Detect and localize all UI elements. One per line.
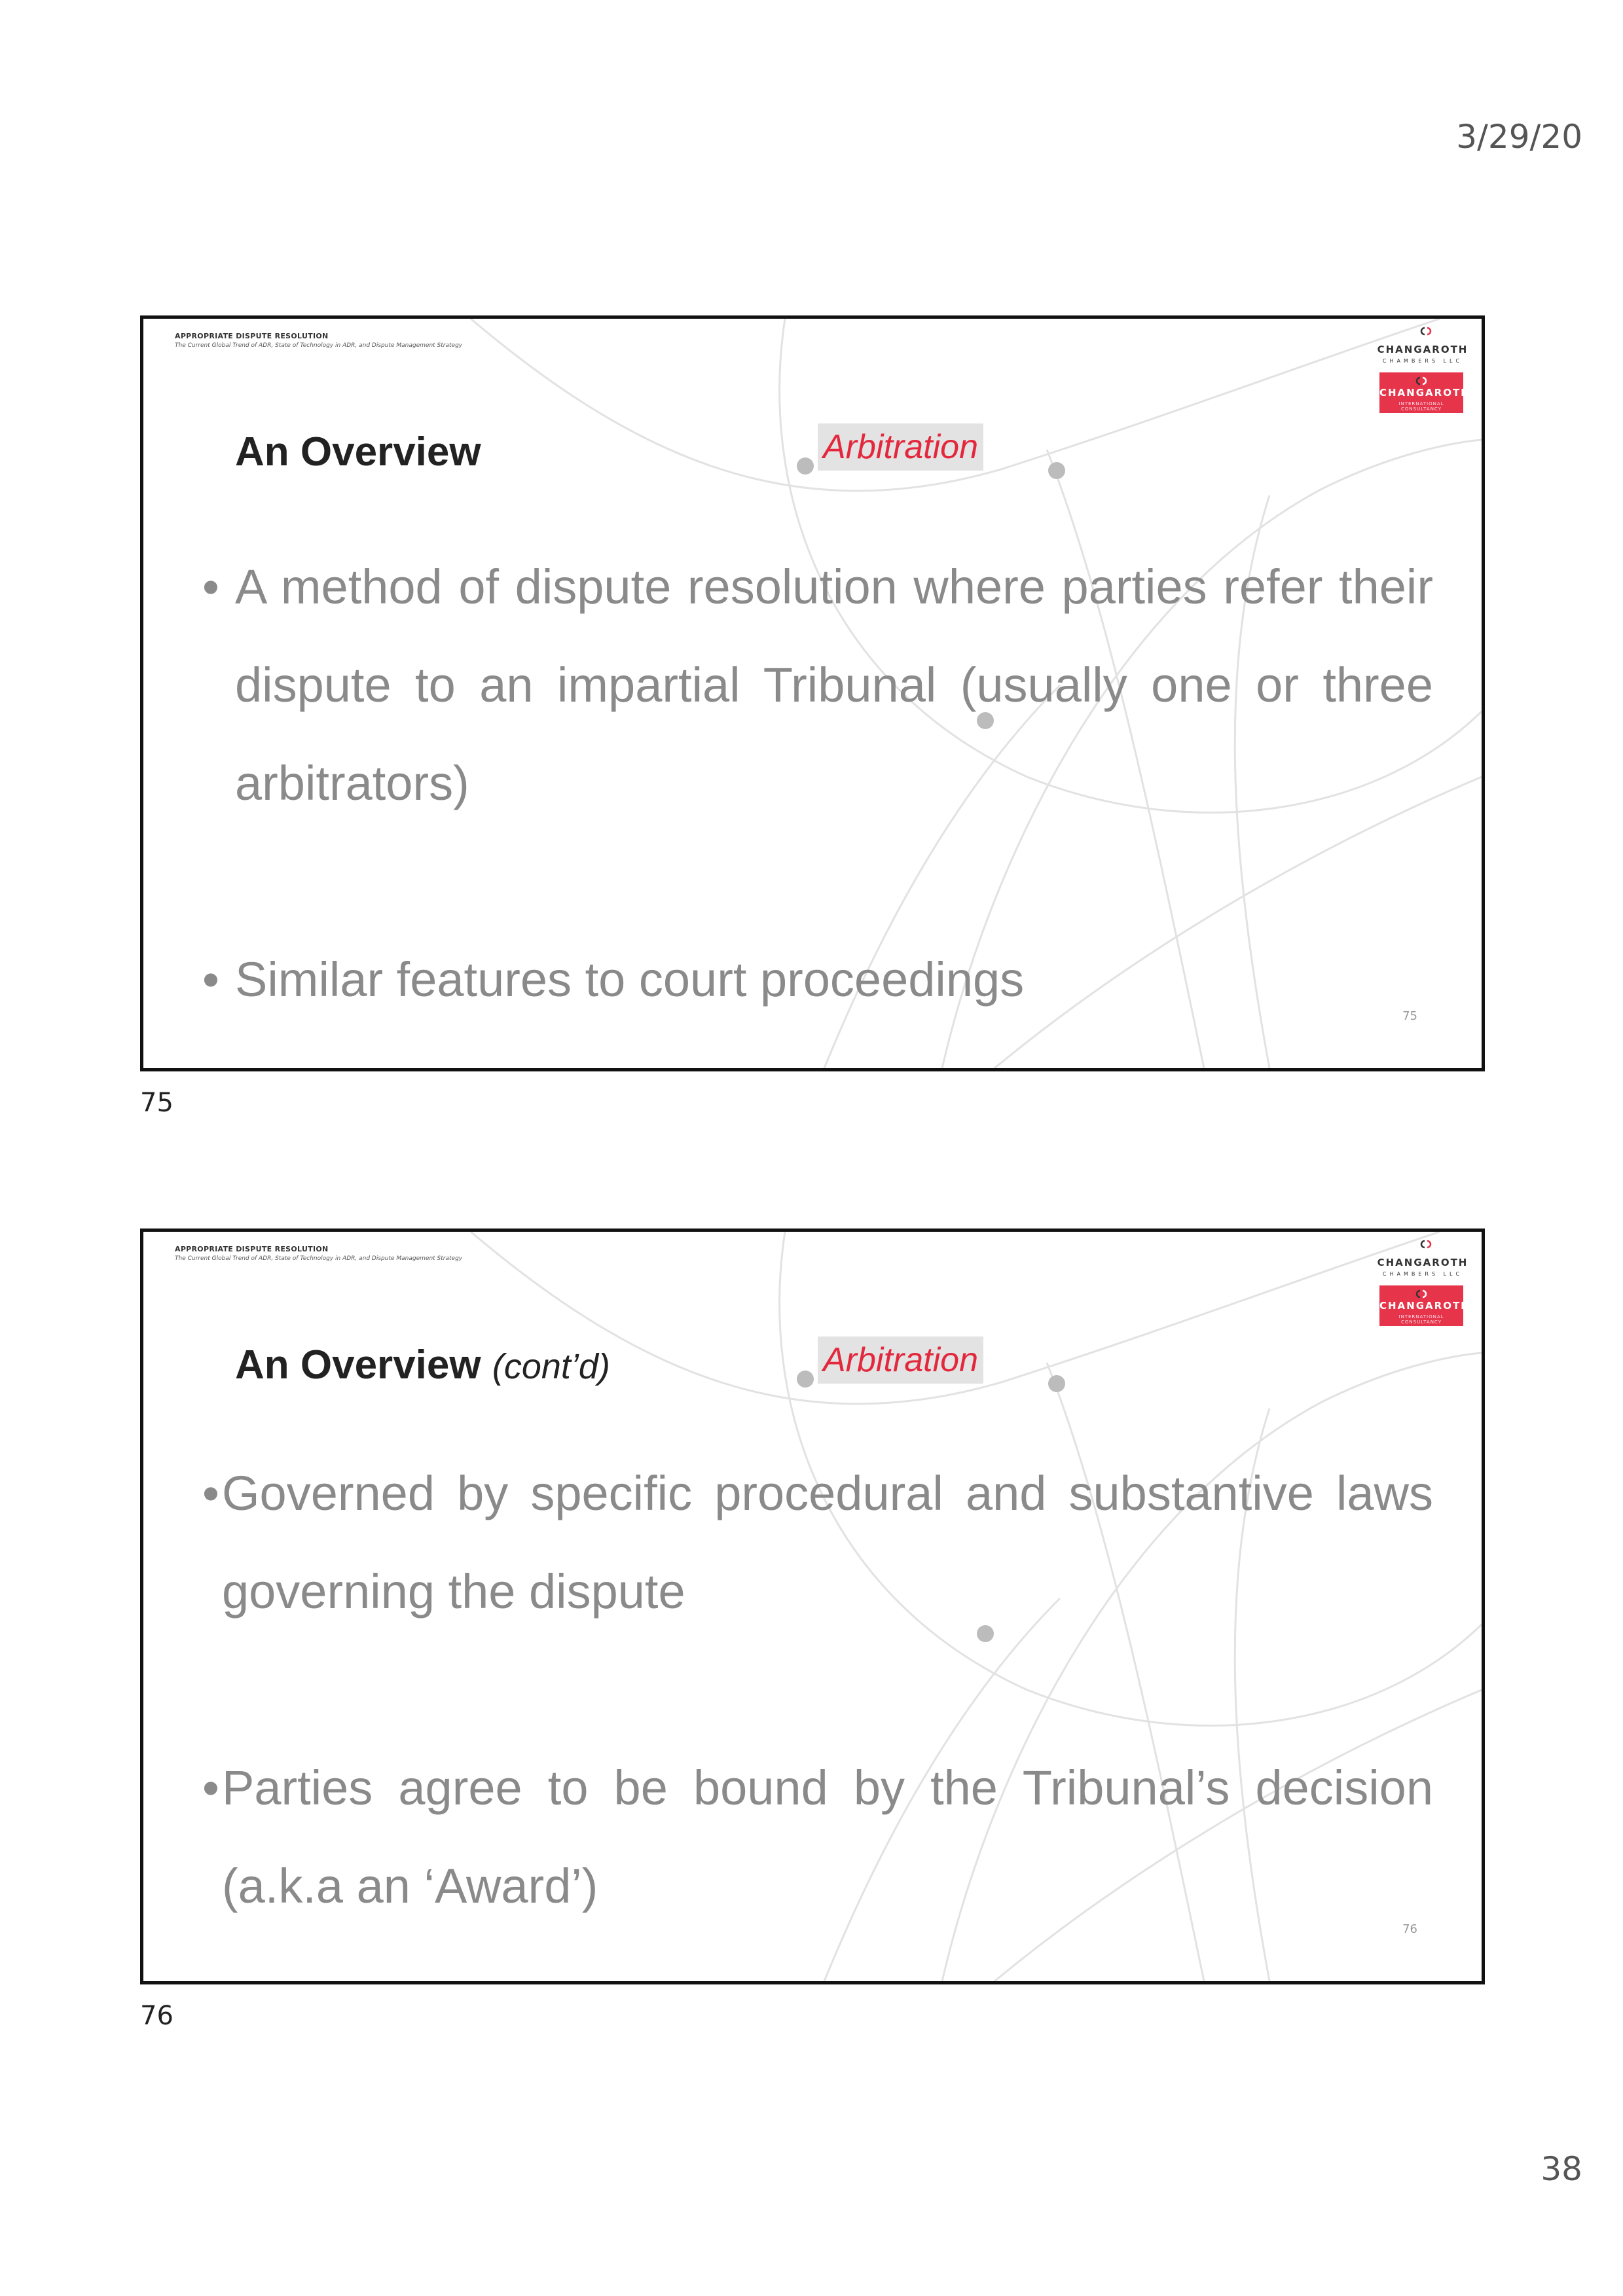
slide-heading-suffix: (cont’d): [492, 1347, 610, 1386]
logo-mark-icon: [1419, 1240, 1433, 1249]
changaroth-logo: [1377, 325, 1468, 410]
logo-mark-icon: [1419, 327, 1433, 336]
logo-name: CHANGAROTH: [1377, 1257, 1468, 1268]
slide-number: 76: [1402, 1922, 1417, 1936]
bullet-text: Similar features to court proceedings: [235, 952, 1025, 1007]
bullet-text: Parties agree to be bound by the Tribunal’s decision (a.k.a an ‘Award’): [222, 1761, 1433, 1913]
logo-subname: CHAMBERS LLC: [1382, 1271, 1463, 1277]
slide-heading-text: An Overview: [235, 1342, 481, 1388]
logo-subname: INTERNATIONAL CONSULTANCY: [1398, 1314, 1444, 1325]
bullet-marker: •: [202, 952, 219, 1007]
logo-red-block: [1379, 1285, 1470, 1326]
slide-heading: [235, 429, 481, 475]
bullet-item: [202, 1444, 1433, 1641]
logo-name: CHANGAROTH: [1379, 387, 1470, 399]
bullet-text: A method of dispute resolution where parties refer their dispute to an impartial Tribunal (usually one or three arbitrators): [235, 560, 1433, 810]
logo-mark-icon: [1413, 376, 1429, 386]
slide-76: [140, 1229, 1485, 1984]
bullet-marker: •: [202, 1466, 219, 1520]
slide-header-title: APPROPRIATE DISPUTE RESOLUTION: [175, 1245, 329, 1253]
bullet-item: [202, 538, 1433, 833]
page-date: 3/29/20: [1456, 118, 1582, 156]
slide-header-title: APPROPRIATE DISPUTE RESOLUTION: [175, 332, 329, 340]
logo-name: CHANGAROTH: [1377, 344, 1468, 355]
logo-subname: CHAMBERS LLC: [1382, 358, 1463, 364]
bullet-text: Governed by specific procedural and substantive laws governing the dispute: [222, 1466, 1433, 1619]
logo-subname: INTERNATIONAL CONSULTANCY: [1398, 401, 1444, 412]
slide-caption: 76: [140, 2001, 173, 2031]
bullet-marker: •: [202, 560, 219, 614]
slide-heading-text: An Overview: [235, 429, 481, 475]
bullet-item: [202, 1739, 1433, 1935]
slide-number: 75: [1402, 1009, 1417, 1023]
changaroth-logo: [1377, 1238, 1468, 1323]
slide-75: [140, 315, 1485, 1071]
slide-header-subtitle: The Current Global Trend of ADR, State of Technology in ADR, and Dispute Management Strategy: [175, 342, 463, 349]
slide-header-subtitle: The Current Global Trend of ADR, State of Technology in ADR, and Dispute Management Strategy: [175, 1255, 463, 1262]
bullet-item: [202, 931, 1433, 1029]
logo-red-block: [1379, 372, 1470, 413]
topic-tag: Arbitration: [818, 423, 983, 471]
page-number: 38: [1541, 2150, 1582, 2188]
slide-caption: 75: [140, 1088, 173, 1118]
topic-tag: Arbitration: [818, 1336, 983, 1384]
logo-mark-icon: [1413, 1289, 1429, 1299]
logo-name: CHANGAROTH: [1379, 1300, 1470, 1312]
slide-heading: [235, 1342, 610, 1388]
bullet-marker: •: [202, 1761, 219, 1815]
